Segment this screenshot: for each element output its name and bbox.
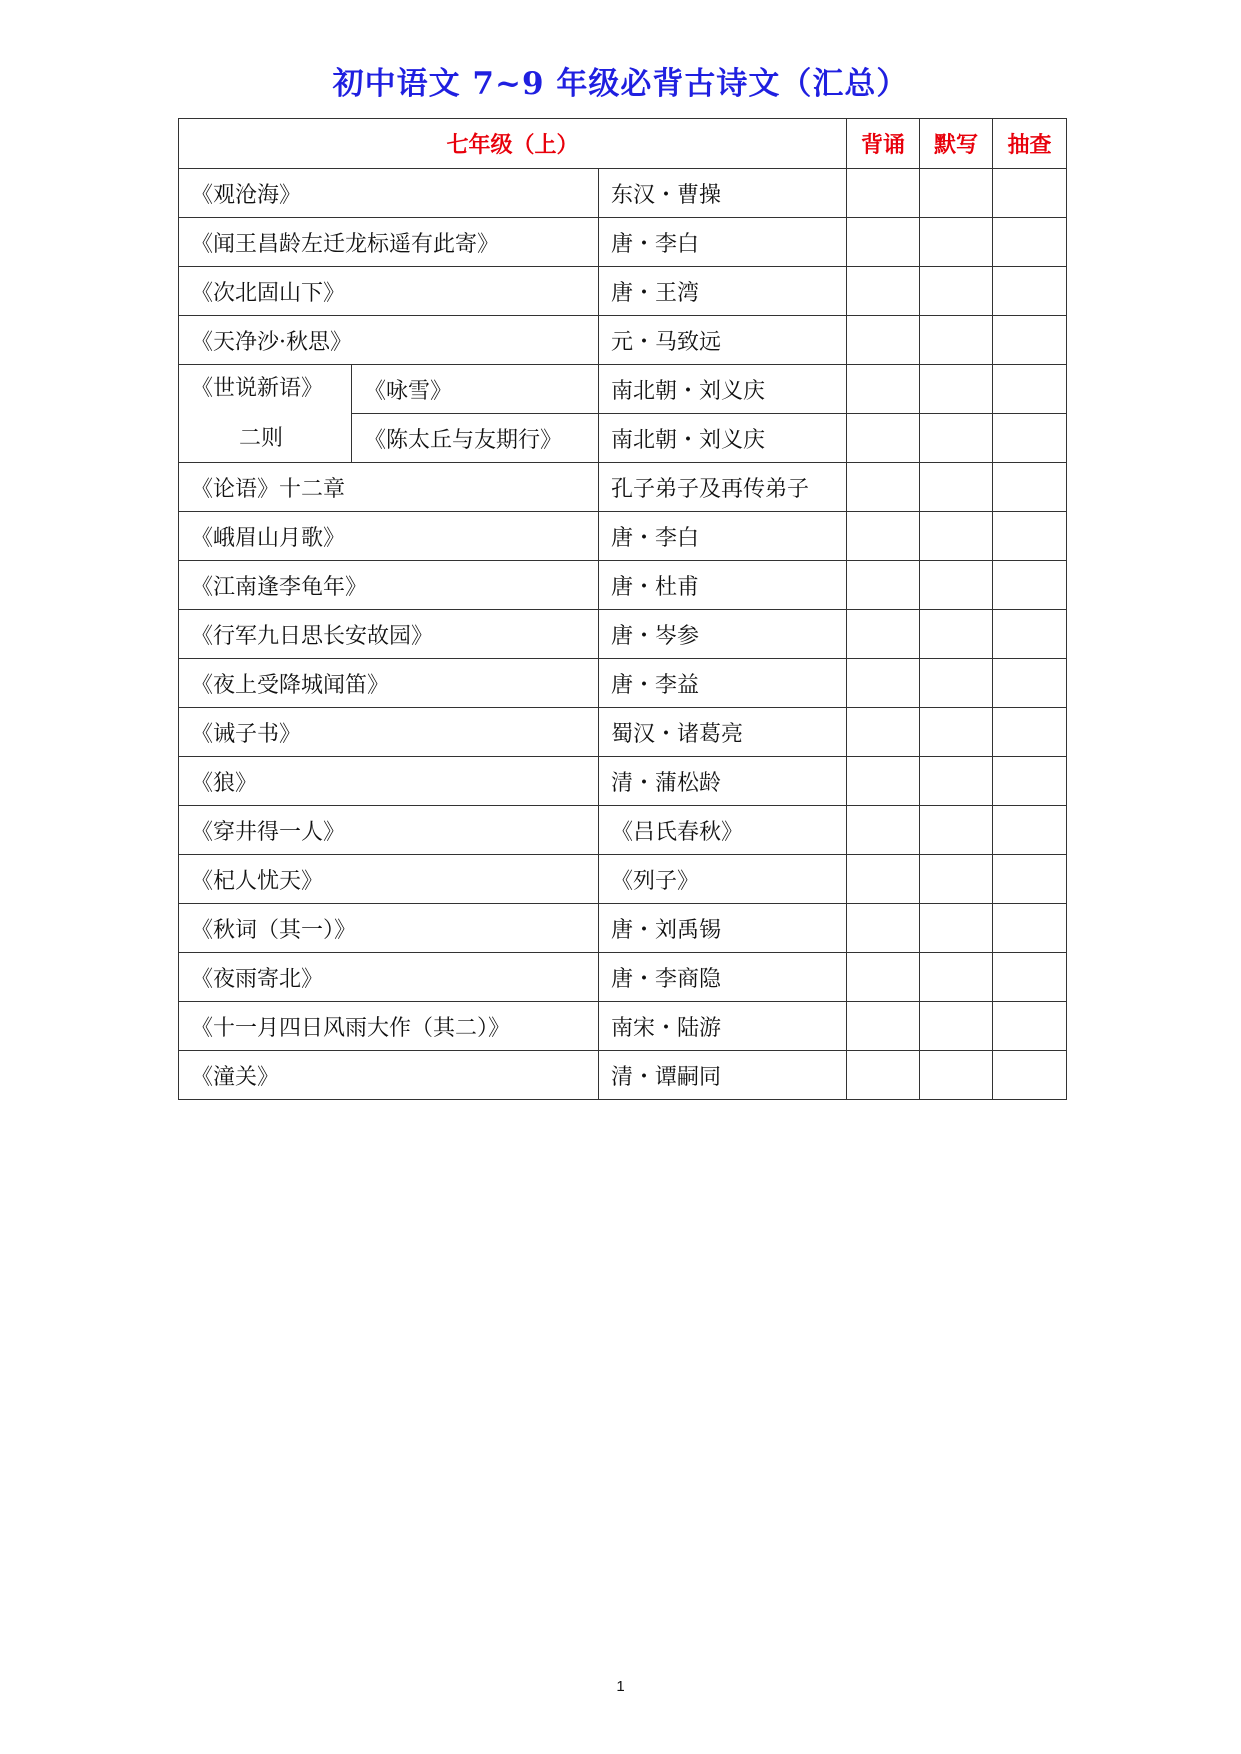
poem-author: 唐・王湾: [599, 267, 847, 316]
dictation-cell[interactable]: [920, 365, 993, 414]
table-row: [179, 169, 1067, 218]
check-cell[interactable]: [993, 169, 1067, 218]
poem-author: 清・谭嗣同: [599, 1051, 847, 1100]
poem-title: 《行军九日思长安故园》: [179, 610, 599, 659]
recite-cell[interactable]: [847, 610, 920, 659]
table-row: [179, 561, 1067, 610]
recite-cell[interactable]: [847, 316, 920, 365]
group-label-line1: 《世说新语》: [191, 376, 324, 401]
table-row: [179, 610, 1067, 659]
check-cell[interactable]: [993, 610, 1067, 659]
table-row: [179, 953, 1067, 1002]
recite-cell[interactable]: [847, 218, 920, 267]
poem-author: 清・蒲松龄: [599, 757, 847, 806]
table-row: [179, 365, 1067, 414]
dictation-cell[interactable]: [920, 561, 993, 610]
poem-author: 元・马致远: [599, 316, 847, 365]
dictation-cell[interactable]: [920, 169, 993, 218]
check-cell[interactable]: [993, 267, 1067, 316]
recite-cell[interactable]: [847, 512, 920, 561]
poem-title: 《陈太丘与友期行》: [352, 414, 599, 463]
table-row: [179, 1002, 1067, 1051]
poem-author: 《列子》: [599, 855, 847, 904]
poem-title: 《穿井得一人》: [179, 806, 599, 855]
recite-cell[interactable]: [847, 659, 920, 708]
dictation-cell[interactable]: [920, 1051, 993, 1100]
check-cell[interactable]: [993, 659, 1067, 708]
dictation-cell[interactable]: [920, 757, 993, 806]
table-row: [179, 512, 1067, 561]
poem-author: 东汉・曹操: [599, 169, 847, 218]
table-header-row: [179, 119, 1067, 169]
table-row: [179, 757, 1067, 806]
poem-title: 《咏雪》: [352, 365, 599, 414]
poem-author: 《吕氏春秋》: [599, 806, 847, 855]
poem-title: 《天净沙·秋思》: [179, 316, 599, 365]
recite-cell[interactable]: [847, 953, 920, 1002]
check-header: 抽查: [993, 119, 1067, 169]
poem-title: 《夜雨寄北》: [179, 953, 599, 1002]
poem-title: 《江南逢李龟年》: [179, 561, 599, 610]
poem-author: 唐・李益: [599, 659, 847, 708]
check-cell[interactable]: [993, 708, 1067, 757]
dictation-cell[interactable]: [920, 463, 993, 512]
dictation-cell[interactable]: [920, 806, 993, 855]
dictation-cell[interactable]: [920, 953, 993, 1002]
recite-cell[interactable]: [847, 757, 920, 806]
group-label-line2: 二则: [239, 426, 284, 451]
table-row: [179, 267, 1067, 316]
dictation-cell[interactable]: [920, 267, 993, 316]
check-cell[interactable]: [993, 855, 1067, 904]
page-number: 1: [616, 1678, 625, 1695]
dictation-cell[interactable]: [920, 316, 993, 365]
poem-title: 《闻王昌龄左迁龙标遥有此寄》: [179, 218, 599, 267]
check-cell[interactable]: [993, 757, 1067, 806]
poem-title: 《潼关》: [179, 1051, 599, 1100]
table-row: [179, 218, 1067, 267]
recite-cell[interactable]: [847, 806, 920, 855]
table-row: [179, 316, 1067, 365]
poem-author: 南北朝・刘义庆: [599, 414, 847, 463]
check-cell[interactable]: [993, 1002, 1067, 1051]
check-cell[interactable]: [993, 512, 1067, 561]
check-cell[interactable]: [993, 561, 1067, 610]
table-row: [179, 855, 1067, 904]
poem-author: 孔子弟子及再传弟子: [599, 463, 847, 512]
table-row: [179, 1051, 1067, 1100]
recite-cell[interactable]: [847, 267, 920, 316]
dictation-cell[interactable]: [920, 904, 993, 953]
table-row: [179, 806, 1067, 855]
dictation-header: 默写: [920, 119, 993, 169]
dictation-cell[interactable]: [920, 610, 993, 659]
poem-title: 《杞人忧天》: [179, 855, 599, 904]
poem-title: 《秋词（其一）》: [179, 904, 599, 953]
poem-author: 唐・李商隐: [599, 953, 847, 1002]
check-cell[interactable]: [993, 806, 1067, 855]
poem-title: 《次北固山下》: [179, 267, 599, 316]
recite-cell[interactable]: [847, 855, 920, 904]
recite-cell[interactable]: [847, 561, 920, 610]
poem-title: 《十一月四日风雨大作（其二）》: [179, 1002, 599, 1051]
recite-cell[interactable]: [847, 414, 920, 463]
table-row: [179, 904, 1067, 953]
dictation-cell[interactable]: [920, 708, 993, 757]
recite-cell[interactable]: [847, 1002, 920, 1051]
poem-title: 《诫子书》: [179, 708, 599, 757]
poem-title: 《观沧海》: [179, 169, 599, 218]
table-row: [179, 463, 1067, 512]
recite-cell[interactable]: [847, 904, 920, 953]
check-cell[interactable]: [993, 365, 1067, 414]
check-cell[interactable]: [993, 953, 1067, 1002]
poem-table: [178, 118, 1067, 1100]
poem-author: 唐・李白: [599, 218, 847, 267]
recite-cell[interactable]: [847, 463, 920, 512]
check-cell[interactable]: [993, 1051, 1067, 1100]
poem-author: 唐・李白: [599, 512, 847, 561]
dictation-cell[interactable]: [920, 512, 993, 561]
poem-author: 唐・杜甫: [599, 561, 847, 610]
check-cell[interactable]: [993, 414, 1067, 463]
recite-cell[interactable]: [847, 169, 920, 218]
poem-title: 《论语》十二章: [179, 463, 599, 512]
check-cell[interactable]: [993, 316, 1067, 365]
check-cell[interactable]: [993, 463, 1067, 512]
dictation-cell[interactable]: [920, 218, 993, 267]
check-cell[interactable]: [993, 904, 1067, 953]
recite-cell[interactable]: [847, 708, 920, 757]
poem-author: 唐・刘禹锡: [599, 904, 847, 953]
poem-author: 唐・岑参: [599, 610, 847, 659]
poem-author: 蜀汉・诸葛亮: [599, 708, 847, 757]
poem-title: 《夜上受降城闻笛》: [179, 659, 599, 708]
table-row: [179, 708, 1067, 757]
poem-title: 《狼》: [179, 757, 599, 806]
grade-header: 七年级（上）: [179, 119, 847, 169]
recite-cell[interactable]: [847, 1051, 920, 1100]
poem-title: 《峨眉山月歌》: [179, 512, 599, 561]
poem-author: 南北朝・刘义庆: [599, 365, 847, 414]
document-title: 初中语文 7~9 年级必背古诗文（汇总）: [332, 66, 909, 102]
recite-cell[interactable]: [847, 365, 920, 414]
dictation-cell[interactable]: [920, 1002, 993, 1051]
dictation-cell[interactable]: [920, 659, 993, 708]
recite-header: 背诵: [847, 119, 920, 169]
dictation-cell[interactable]: [920, 855, 993, 904]
dictation-cell[interactable]: [920, 414, 993, 463]
poem-author: 南宋・陆游: [599, 1002, 847, 1051]
table-row: [179, 659, 1067, 708]
check-cell[interactable]: [993, 218, 1067, 267]
group-label: [179, 365, 352, 463]
